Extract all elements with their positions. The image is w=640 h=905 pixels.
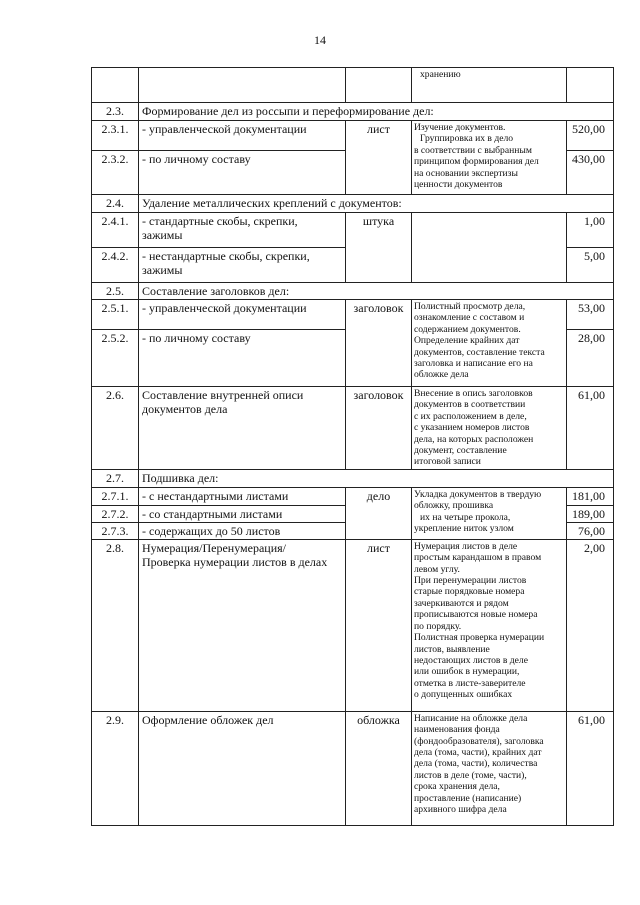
description-line: итоговой записи: [414, 456, 481, 468]
price: 5,00: [567, 248, 614, 283]
description-line: документ, составление: [414, 445, 507, 457]
section-row: [92, 283, 614, 300]
work-description: [412, 711, 567, 825]
description-line: дела, на которых расположен: [414, 433, 534, 445]
description-line: на основании экспертизы: [414, 167, 518, 179]
price: [567, 68, 614, 103]
price: 520,00: [567, 121, 614, 151]
description-line: дела (тома, части), количества: [414, 758, 538, 770]
row-number: 2.4.: [92, 195, 139, 213]
description-line: Написание на обложке дела: [414, 712, 528, 724]
price: 430,00: [567, 151, 614, 195]
description-line: простым карандашом в правом: [414, 552, 542, 564]
row-number: 2.9.: [92, 711, 139, 825]
description-line: принципом формирования дел: [414, 156, 539, 168]
work-description: [412, 300, 567, 387]
description-line: с указанием номеров листов: [414, 422, 530, 434]
service-name: [139, 213, 346, 248]
description-line: Определение крайних дат: [414, 335, 520, 347]
row-number: 2.7.2.: [92, 505, 139, 522]
row-number: 2.5.: [92, 283, 139, 300]
section-title: Подшивка дел:: [139, 469, 614, 487]
work-description: [412, 539, 567, 711]
service-name: Оформление обложек дел: [139, 711, 346, 825]
work-description: [412, 487, 567, 539]
work-description: [412, 121, 567, 195]
description-line: недостающих листов в деле: [414, 654, 528, 666]
table-row: [92, 711, 614, 825]
description-line: дела (тома, части), крайних дат: [414, 747, 542, 759]
section-title: Формирование дел из россыпи и переформирование дел:: [139, 103, 614, 121]
description-line: Изучение документов.: [414, 122, 506, 133]
description-line: в соответствии с выбранным: [414, 144, 532, 156]
price: 61,00: [567, 387, 614, 470]
description-line: ценности документов: [414, 179, 503, 191]
description-line: При перенумерации листов: [414, 575, 527, 587]
name-line: Проверка нумерации листов в делах: [142, 554, 328, 569]
service-name: - со стандартными листами: [139, 505, 346, 522]
description-line: обложке дела: [414, 369, 469, 381]
service-name: [139, 387, 346, 470]
unit: лист: [346, 121, 412, 195]
unit: штука: [346, 213, 412, 283]
table-row: [92, 68, 614, 103]
name-line: зажимы: [142, 263, 183, 277]
section-row: [92, 103, 614, 121]
description-line: их на четыре прокола,: [420, 511, 511, 523]
row-number: 2.5.2.: [92, 330, 139, 387]
row-number: 2.3.: [92, 103, 139, 121]
service-name: - с нестандартными листами: [139, 487, 346, 505]
price: 189,00: [567, 505, 614, 522]
price-table: [91, 67, 614, 826]
work-description: [412, 68, 567, 103]
description-line: Полистный просмотр дела,: [414, 301, 526, 312]
row-number: 2.4.2.: [92, 248, 139, 283]
unit: обложка: [346, 711, 412, 825]
description-line: обложку, прошивка: [414, 500, 494, 512]
description-line: Группировка их в дело: [420, 133, 514, 145]
row-number: 2.3.1.: [92, 121, 139, 151]
description-line: Укладка документов в твердую: [414, 488, 542, 500]
section-title: Удаление металлических креплений с документов:: [139, 195, 614, 213]
price: 61,00: [567, 711, 614, 825]
row-number: 2.4.1.: [92, 213, 139, 248]
work-description: [412, 213, 567, 283]
description-line: содержанием документов.: [414, 323, 521, 335]
section-row: [92, 469, 614, 487]
table-row: [92, 487, 614, 505]
price: 53,00: [567, 300, 614, 330]
price: 1,00: [567, 213, 614, 248]
price: 181,00: [567, 487, 614, 505]
name-line: документов дела: [142, 402, 228, 416]
table-row: [92, 213, 614, 248]
service-name: - по личному составу: [139, 151, 346, 195]
description-line: листов, выявление: [414, 643, 490, 655]
description-line: о допущенных ошибках: [414, 689, 513, 701]
description-line: ознакомление с составом и: [414, 312, 525, 324]
description-line: Внесение в опись заголовков: [414, 388, 533, 399]
table-row: [92, 300, 614, 330]
section-title: Составление заголовков дел:: [139, 283, 614, 300]
row-number: 2.5.1.: [92, 300, 139, 330]
description-line: наименования фонда: [414, 724, 500, 736]
table-row: [92, 539, 614, 711]
service-name: [139, 248, 346, 283]
name-line: Составление внутренней описи: [142, 388, 304, 402]
name-line: - нестандартные скобы, скрепки,: [142, 249, 310, 263]
description-line: по порядку.: [414, 620, 462, 632]
unit: лист: [346, 539, 412, 711]
description-line: левом углу.: [414, 563, 460, 575]
description-line: укрепление ниток узлом: [414, 523, 514, 535]
row-number: 2.7.: [92, 469, 139, 487]
unit: заголовок: [346, 300, 412, 387]
service-name: - управленческой документации: [139, 300, 346, 330]
description-line: прописываются новые номера: [414, 609, 538, 621]
section-row: [92, 195, 614, 213]
description-line: или ошибок в нумерации,: [414, 666, 520, 678]
unit: заголовок: [346, 387, 412, 470]
description-line: старые порядковые номера: [414, 586, 525, 598]
price: 2,00: [567, 539, 614, 711]
description-line: документов, составление текста: [414, 346, 545, 358]
row-number: 2.7.1.: [92, 487, 139, 505]
row-number: 2.7.3.: [92, 522, 139, 539]
description-line: с их расположением в деле,: [414, 410, 527, 422]
work-description: [412, 387, 567, 470]
description-line: Полистная проверка нумерации: [414, 632, 545, 644]
description-line: документов в соответствии: [414, 399, 526, 411]
unit: дело: [346, 487, 412, 539]
description-line: заголовка и написание его на: [414, 358, 533, 370]
service-name: [139, 539, 346, 711]
service-name: [139, 68, 346, 103]
page-number: 14: [314, 33, 326, 47]
description-line: хранению: [420, 69, 461, 80]
description-line: Нумерация листов в деле: [414, 540, 518, 552]
description-line: проставление (написание): [414, 792, 522, 804]
description-line: листов в деле (томе, части),: [414, 769, 527, 781]
unit: [346, 68, 412, 103]
description-line: архивного шифра дела: [414, 804, 507, 816]
table-row: [92, 387, 614, 470]
row-number: [92, 68, 139, 103]
service-name: - содержащих до 50 листов: [139, 522, 346, 539]
description-line: отметка в листе-заверителе: [414, 677, 526, 689]
description-line: зачеркиваются и рядом: [414, 597, 509, 609]
service-name: - по личному составу: [139, 330, 346, 387]
description-line: срока хранения дела,: [414, 781, 500, 793]
service-name: - управленческой документации: [139, 121, 346, 151]
table-row: [92, 121, 614, 151]
row-number: 2.3.2.: [92, 151, 139, 195]
description-line: (фондообразователя), заголовка: [414, 735, 544, 747]
name-line: зажимы: [142, 228, 183, 242]
row-number: 2.6.: [92, 387, 139, 470]
price: 28,00: [567, 330, 614, 387]
name-line: Нумерация/Перенумерация/: [142, 540, 286, 555]
name-line: - стандартные скобы, скрепки,: [142, 214, 298, 228]
row-number: 2.8.: [92, 539, 139, 711]
price: 76,00: [567, 522, 614, 539]
